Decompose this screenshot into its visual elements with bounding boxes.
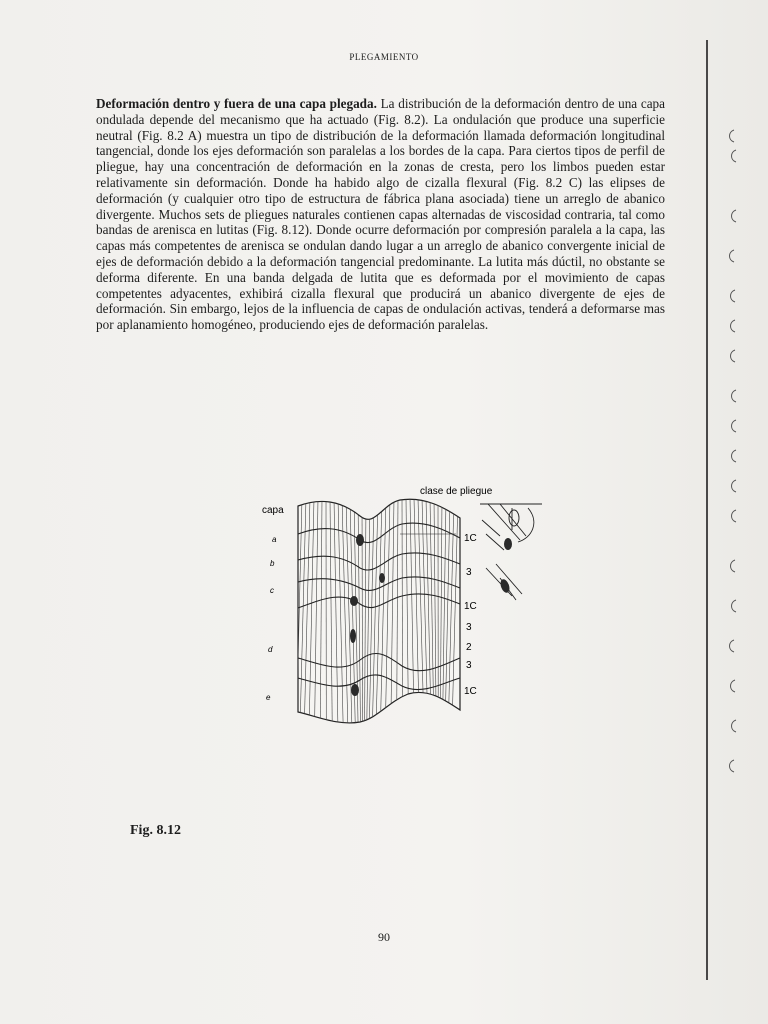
hatch-line [293,498,298,728]
binding-mark [732,510,737,522]
binding-mark [731,680,736,692]
binding-mark [730,640,735,652]
binding-mark [732,600,737,612]
fold-figure [250,478,570,748]
class-label-6: 3 [466,660,472,671]
inset-ellipse-1 [504,538,512,550]
binding-mark [731,560,736,572]
binding-mark [730,130,735,142]
running-head: PLEGAMIENTO [349,52,419,62]
binding-mark [732,390,737,402]
figure-caption: Fig. 8.12 [130,823,181,838]
binding-marks [712,40,762,980]
class-label-2: 3 [466,567,472,578]
paragraph-heading: Deformación dentro y fuera de una capa plegada. [96,96,377,111]
class-label-1: 1C [464,533,477,544]
binding-mark [730,250,735,262]
class-label-3: 1C [464,601,477,612]
binding-mark [731,350,736,362]
class-label-4: 3 [466,622,472,633]
body-paragraph [96,96,665,333]
binding-mark [732,210,737,222]
layer-label-a: a [272,535,277,544]
label-capa: capa [262,505,284,516]
class-label-5: 2 [466,642,472,653]
page-number: 90 [378,930,390,944]
binding-mark [731,290,736,302]
layer-label-e: e [266,693,271,702]
binding-mark [732,150,737,162]
binding-mark [730,760,735,772]
binding-mark [732,720,737,732]
paragraph-text: La distribución de la deformación dentro de una capa ondulada depende del mecanismo que ha actuado (Fig. 8.2). La ondulación que produce una superficie neutral (Fig. 8.2 A) muestra un tipo de distribución de la deformación llamada deformación longitudinal tangencial, donde los ejes deformación son paralelas a los bordes de la capa. Para ciertos tipos de perfil de pliegue, hay una concentración de deformación en la zonas de cresta, pero los limbos pueden estar relativamente sin deformación. Donde ha habido algo de cizalla flexural (Fig. 8.2 C) las elipses de deformación (y cualquier otro tipo de estructura de fábrica plana asociada) tiene un arreglo de abanico divergente. Muchos sets de pliegues naturales contienen capas alternadas de viscosidad contraria, tal como bandas de arenisca en lutitas (Fig. 8.12). Donde ocurre deformación por compresión paralela a la capa, las capas más competentes de arenisca se ondulan dando lugar a un arreglo de abanico convergente inicial de ejes de deformación debido a la deformación tangencial predominante. La lutita más dúctil, no obstante se deforma diferente. En una banda delgada de lutita que es deformada por el movimiento de capas competentes adyacentes, exhibirá cizalla flexural que producirá un abanico divergente de ejes de deformación. Sin embargo, lejos de la influencia de capas de ondulación activas, tenderá a deformarse mas por aplanamiento homogéneo, produciendo ejes de deformación paralelas. [96,96,666,333]
binding-mark [732,420,737,432]
label-clase-pliegue: clase de pliegue [420,486,493,497]
layer-label-b: b [270,559,275,568]
class-label-7: 1C [464,686,477,697]
binding-mark [732,450,737,462]
binding-mark [732,480,737,492]
binding-mark [731,320,736,332]
layer-label-c: c [270,586,274,595]
scan-edge-line [706,40,708,980]
layer-label-d: d [268,645,273,654]
